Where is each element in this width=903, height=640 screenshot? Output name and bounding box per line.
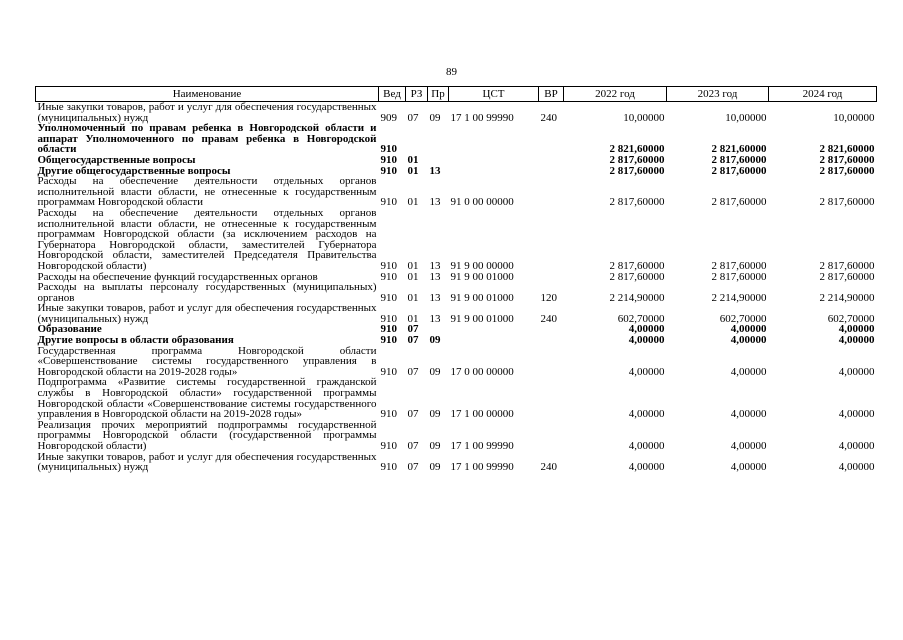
table-row [36, 208, 877, 272]
row-vr [539, 377, 564, 419]
row-name: Подпрограмма «Развитие системы государственной гражданской службы в Новгородской области» государственной программы Новгородской области «Совершенствование системы государственного управления в Новгородской области на 2019-2028 годы» [37, 376, 377, 421]
row-amount-2022: 4,00000 [628, 365, 665, 378]
row-amount-2022: 2 817,60000 [609, 270, 665, 283]
row-rz: 07 [407, 111, 419, 124]
header-vr: ВР [539, 87, 564, 102]
row-pr [428, 155, 449, 166]
header-pr: Пр [428, 87, 449, 102]
row-amount-2022: 4,00000 [628, 461, 665, 474]
row-amount-2023: 2 817,60000 [711, 164, 767, 177]
header-2024: 2024 год [769, 87, 877, 102]
row-vr [539, 123, 564, 155]
table-row [36, 452, 877, 473]
row-amount-2024: 10,00000 [833, 111, 875, 124]
header-rz: РЗ [406, 87, 428, 102]
row-vr: 240 [540, 111, 557, 124]
row-ved: 910 [380, 312, 397, 325]
row-name: Расходы на обеспечение функций государственных органов [37, 270, 318, 283]
row-amount-2024: 2 817,60000 [819, 270, 875, 283]
row-rz: 01 [407, 153, 419, 166]
row-cst: 17 1 00 99990 [450, 440, 514, 452]
row-amount-2024: 4,00000 [838, 334, 875, 347]
row-amount-2023: 2 817,60000 [711, 259, 767, 272]
row-amount-2024: 4,00000 [838, 440, 875, 452]
row-amount-2024: 4,00000 [838, 408, 875, 421]
row-ved: 910 [380, 440, 397, 452]
row-ved: 910 [380, 323, 397, 336]
row-amount-2024: 2 817,60000 [819, 153, 875, 166]
row-ved: 910 [380, 164, 397, 177]
row-cst: 91 9 00 01000 [450, 312, 514, 325]
row-rz: 01 [407, 270, 419, 283]
row-rz: 07 [407, 365, 419, 378]
row-amount-2022: 4,00000 [628, 440, 665, 452]
row-amount-2023: 4,00000 [730, 323, 767, 336]
budget-table [35, 86, 877, 473]
row-name: Иные закупки товаров, работ и услуг для обеспечения государственных (муниципальных) нужд [37, 302, 377, 325]
row-ved: 910 [380, 143, 397, 156]
row-cst [449, 155, 539, 166]
header-2023: 2023 год [667, 87, 769, 102]
row-ved: 910 [380, 408, 397, 421]
row-ved: 910 [380, 270, 397, 283]
table-row [36, 155, 877, 166]
row-cst [449, 335, 539, 346]
table-row [36, 282, 877, 303]
row-cst: 91 9 00 00000 [450, 259, 514, 272]
row-amount-2022: 2 817,60000 [609, 164, 665, 177]
row-pr: 13 [429, 259, 441, 272]
table-row [36, 123, 877, 155]
row-ved: 910 [380, 259, 397, 272]
table-row [36, 176, 877, 208]
row-cst [449, 166, 539, 177]
row-rz: 07 [407, 440, 419, 452]
row-amount-2023: 2 817,60000 [711, 196, 767, 209]
table-header-row [36, 87, 877, 102]
row-vr [539, 176, 564, 208]
row-name: Расходы на обеспечение деятельности отдельных органов исполнительной власти области, не отнесенные к государственным программам Новгородской области [37, 175, 377, 209]
row-vr: 240 [540, 312, 557, 325]
row-amount-2023: 4,00000 [730, 334, 767, 347]
row-pr: 09 [429, 365, 441, 378]
row-vr [539, 324, 564, 335]
row-ved: 910 [380, 334, 397, 347]
row-pr: 09 [429, 408, 441, 421]
row-amount-2022: 4,00000 [628, 334, 665, 347]
row-vr: 120 [540, 291, 557, 304]
row-ved: 910 [380, 365, 397, 378]
row-pr: 09 [429, 440, 441, 452]
row-amount-2022: 2 817,60000 [609, 259, 665, 272]
row-cst: 91 0 00 00000 [450, 196, 514, 209]
row-amount-2023: 2 817,60000 [711, 153, 767, 166]
table-row [36, 420, 877, 452]
table-row [36, 346, 877, 378]
row-name: Уполномоченный по правам ребенка в Новгородской области и аппарат Уполномоченного по правам ребенка в Новгородской области [37, 122, 377, 156]
row-amount-2022: 2 817,60000 [609, 196, 665, 209]
row-amount-2022: 10,00000 [623, 111, 665, 124]
row-pr: 09 [429, 111, 441, 124]
row-amount-2023: 4,00000 [730, 440, 767, 452]
row-rz: 07 [407, 323, 419, 336]
row-amount-2024: 2 817,60000 [819, 196, 875, 209]
row-ved: 910 [380, 291, 397, 304]
row-amount-2022: 2 817,60000 [609, 153, 665, 166]
row-cst: 17 1 00 99990 [450, 111, 514, 124]
row-amount-2023: 10,00000 [725, 111, 767, 124]
row-amount-2024: 2 817,60000 [819, 164, 875, 177]
row-cst: 17 1 00 00000 [450, 408, 514, 421]
row-vr [539, 155, 564, 166]
row-rz: 07 [407, 461, 419, 474]
row-name: Общегосударственные вопросы [37, 153, 196, 166]
row-cst: 91 9 00 01000 [450, 270, 514, 283]
row-amount-2024: 2 817,60000 [819, 259, 875, 272]
row-cst: 17 0 00 00000 [450, 365, 514, 378]
row-amount-2023: 4,00000 [730, 408, 767, 421]
row-ved: 910 [380, 461, 397, 474]
row-pr: 09 [429, 334, 441, 347]
row-amount-2024: 4,00000 [838, 461, 875, 474]
row-amount-2023: 4,00000 [730, 365, 767, 378]
header-ved: Вед [379, 87, 406, 102]
row-name: Реализация прочих мероприятий подпрограммы государственной программы Новгородской области (государственной программы Новгородской области) [37, 418, 377, 452]
row-vr [539, 420, 564, 452]
row-cst: 17 1 00 99990 [450, 461, 514, 474]
row-amount-2023: 2 214,90000 [711, 291, 767, 304]
row-amount-2024: 602,70000 [827, 312, 875, 325]
header-cst: ЦСТ [449, 87, 539, 102]
row-ved: 910 [380, 196, 397, 209]
row-pr: 13 [429, 196, 441, 209]
row-amount-2024: 4,00000 [838, 365, 875, 378]
row-amount-2024: 2 214,90000 [819, 291, 875, 304]
row-amount-2022: 602,70000 [617, 312, 665, 325]
row-name: Другие вопросы в области образования [37, 334, 234, 347]
row-amount-2023: 4,00000 [730, 461, 767, 474]
row-rz: 07 [407, 334, 419, 347]
row-vr [539, 166, 564, 177]
row-name: Иные закупки товаров, работ и услуг для обеспечения государственных (муниципальных) нужд [37, 101, 377, 124]
row-amount-2024: 2 821,60000 [819, 143, 875, 156]
row-amount-2024: 4,00000 [838, 323, 875, 336]
row-amount-2023: 2 817,60000 [711, 270, 767, 283]
row-amount-2023: 2 821,60000 [711, 143, 767, 156]
row-cst [449, 123, 539, 155]
row-rz: 01 [407, 312, 419, 325]
row-vr [539, 208, 564, 272]
row-pr: 13 [429, 291, 441, 304]
row-ved: 910 [380, 153, 397, 166]
row-name: Государственная программа Новгородской области «Совершенствование системы государственного управления в Новгородской области на 2019-2028 годы» [37, 344, 377, 378]
row-rz: 07 [407, 408, 419, 421]
row-pr: 13 [429, 312, 441, 325]
row-pr: 13 [429, 270, 441, 283]
row-amount-2022: 2 214,90000 [609, 291, 665, 304]
table-row [36, 377, 877, 419]
row-pr: 09 [429, 461, 441, 474]
row-pr: 13 [429, 164, 441, 177]
row-rz: 01 [407, 196, 419, 209]
table-row [36, 303, 877, 324]
row-pr [428, 123, 449, 155]
row-name: Другие общегосударственные вопросы [37, 164, 231, 177]
table-body [36, 102, 877, 473]
row-amount-2022: 4,00000 [628, 408, 665, 421]
row-rz: 01 [407, 259, 419, 272]
row-name: Расходы на обеспечение деятельности отдельных органов исполнительной власти области, не отнесенные к государственным программам Новгородской области (за исключением расходов на Губернатора Новгородской области, заместителей Губернатора Новгородской области, заместителей Председателя Правительства Новгородской области) [37, 206, 377, 272]
table-row [36, 102, 877, 124]
header-name: Наименование [36, 87, 379, 102]
row-amount-2022: 2 821,60000 [609, 143, 665, 156]
row-rz: 01 [407, 164, 419, 177]
row-cst [449, 324, 539, 335]
row-ved: 909 [380, 111, 397, 124]
row-rz [406, 123, 428, 155]
row-name: Расходы на выплаты персоналу государственных (муниципальных) органов [37, 281, 377, 304]
row-vr [539, 272, 564, 283]
row-vr: 240 [540, 461, 557, 474]
row-rz: 01 [407, 291, 419, 304]
row-amount-2022: 4,00000 [628, 323, 665, 336]
row-vr [539, 346, 564, 378]
row-cst: 91 9 00 01000 [450, 291, 514, 304]
header-2022: 2022 год [564, 87, 667, 102]
row-vr [539, 335, 564, 346]
row-name: Образование [37, 323, 102, 336]
row-amount-2023: 602,70000 [719, 312, 767, 325]
row-name: Иные закупки товаров, работ и услуг для обеспечения государственных (муниципальных) нужд [37, 450, 377, 474]
page-number: 89 [446, 66, 457, 78]
